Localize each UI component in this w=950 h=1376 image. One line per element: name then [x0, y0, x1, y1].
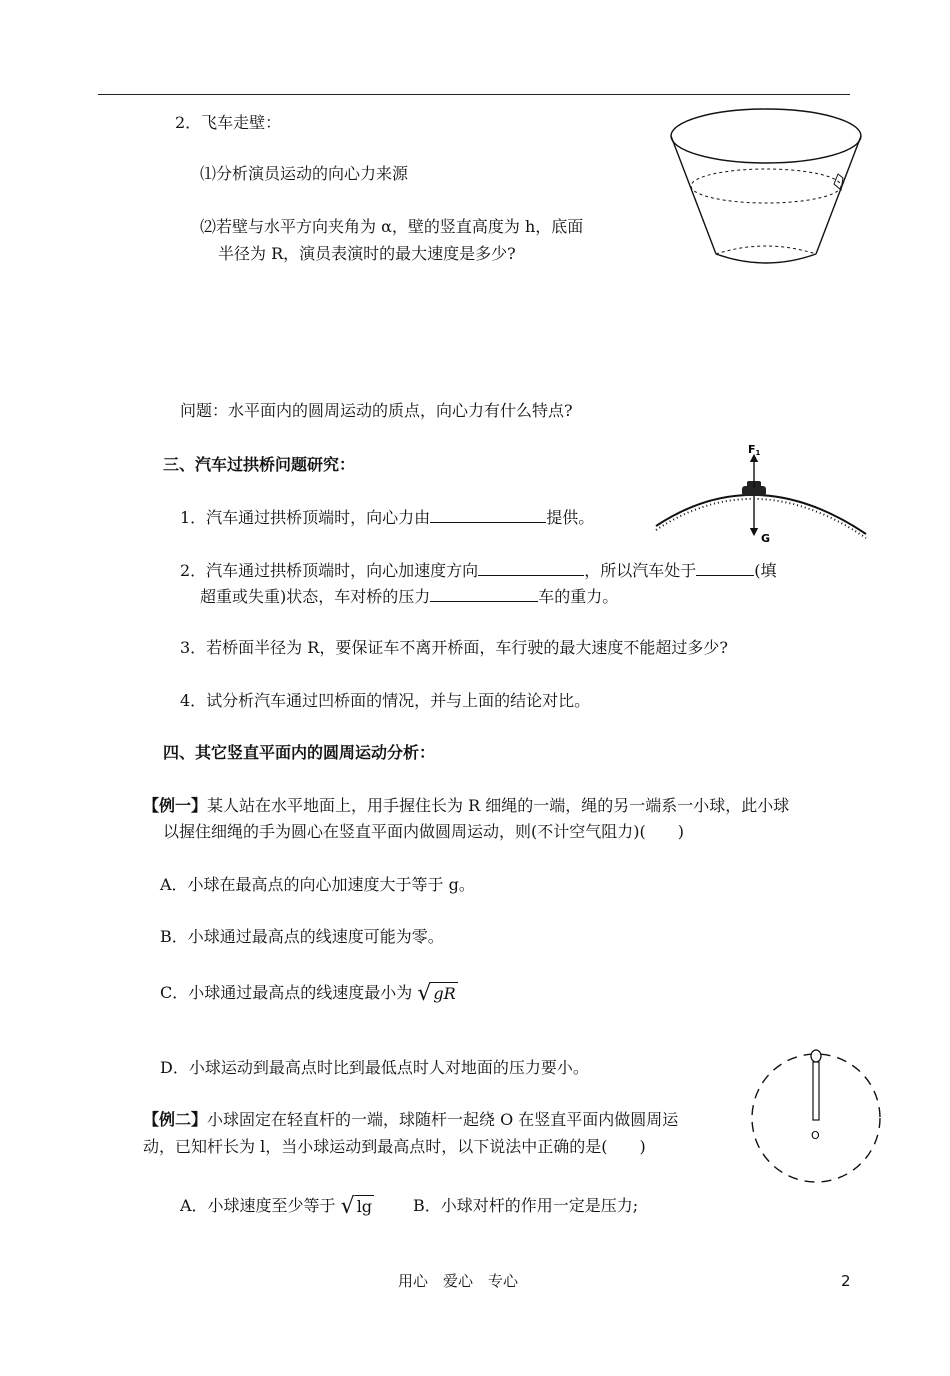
sqrt-lg: √ lg	[340, 1194, 373, 1219]
wall-of-death-figure	[666, 104, 866, 266]
section4-title: 四、其它竖直平面内的圆周运动分析：	[163, 743, 436, 762]
option-b[interactable]: B．小球通过最高点的线速度可能为零。	[160, 927, 444, 946]
bridge-item-4: 4．试分析汽车通过凹桥面的情况，并与上面的结论对比。	[180, 691, 591, 710]
example2-option-a[interactable]: A．小球速度至少等于 √ lg	[180, 1194, 373, 1219]
option-c[interactable]: C．小球通过最高点的线速度最小为 √ gR	[160, 981, 456, 1006]
example1-tag: 【例一】	[143, 796, 208, 815]
page-number: 2	[841, 1272, 851, 1290]
blank-3[interactable]	[696, 559, 754, 576]
section2-question: 问题：水平面内的圆周运动的质点，向心力有什么特点?	[180, 401, 573, 420]
force-f1-label: F1	[748, 443, 761, 457]
section3-title: 三、汽车过拱桥问题研究：	[163, 455, 356, 474]
sqrt-gR: √ gR	[417, 981, 456, 1006]
example2-line1: 【例二】小球固定在轻直杆的一端，球随杆一起绕 O 在竖直平面内做圆周运	[143, 1110, 679, 1129]
blank-2[interactable]	[478, 559, 584, 576]
bridge-item-2-line2: 超重或失重)状态，车对桥的压力 车的重力。	[200, 587, 619, 606]
circular-rod-figure	[746, 1044, 886, 1192]
question-2-line1: ⑵若壁与水平方向夹角为 α，壁的竖直高度为 h，底面	[200, 217, 584, 236]
example1-line1: 【例一】某人站在水平地面上，用手握住长为 R 细绳的一端，绳的另一端系一小球，此小球	[143, 796, 790, 815]
blank-4[interactable]	[430, 585, 538, 602]
header-rule	[98, 94, 850, 95]
item2-title: 2．飞车走壁：	[175, 113, 282, 132]
center-o-label: O	[811, 1129, 820, 1142]
question-1: ⑴分析演员运动的向心力来源	[200, 164, 409, 183]
blank-1[interactable]	[430, 506, 546, 523]
bridge-item-3: 3．若桥面半径为 R，要保证车不离开桥面，车行驶的最大速度不能超过多少?	[180, 638, 728, 657]
gravity-label: G	[761, 532, 771, 545]
example1-line2: 以握住细绳的手为圆心在竖直平面内做圆周运动，则(不计空气阻力)( )	[163, 822, 684, 841]
footer-motto: 用心 爱心 专心	[398, 1272, 519, 1290]
arch-bridge-figure	[652, 440, 870, 550]
example2-option-b[interactable]: B．小球对杆的作用一定是压力;	[413, 1196, 639, 1215]
option-d[interactable]: D．小球运动到最高点时比到最低点时人对地面的压力要小。	[160, 1058, 589, 1077]
example2-line2: 动，已知杆长为 l，当小球运动到最高点时，以下说法中正确的是( )	[143, 1137, 646, 1156]
example2-tag: 【例二】	[143, 1110, 208, 1129]
option-a[interactable]: A．小球在最高点的向心加速度大于等于 g。	[160, 875, 475, 894]
bridge-item-1: 1．汽车通过拱桥顶端时，向心力由 提供。	[180, 508, 595, 527]
bridge-item-2: 2．汽车通过拱桥顶端时，向心加速度方向 ，所以汽车处于 (填	[180, 561, 777, 580]
question-2-line2: 半径为 R，演员表演时的最大速度是多少?	[218, 244, 516, 263]
